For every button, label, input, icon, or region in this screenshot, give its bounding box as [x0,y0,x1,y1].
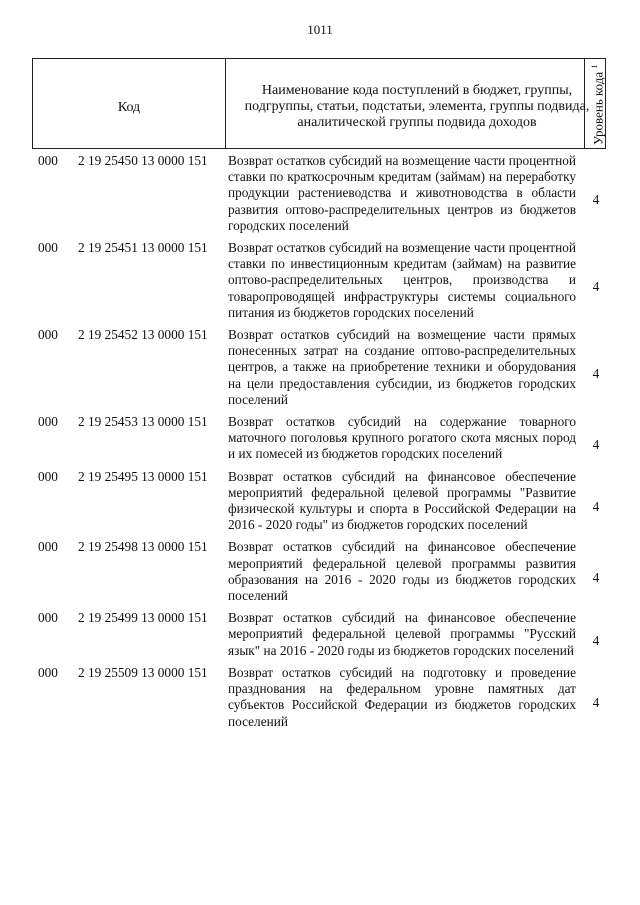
code-level: 4 [592,191,600,207]
income-code: 2 19 25451 13 0000 151 [78,240,208,256]
table-header [32,58,606,149]
income-description: Возврат остатков субсидий на возмещение части прямых понесенных затрат на создание оптово-распределительных центров, а также на приобретение техники и оборудования на цели предоставления субсидии, из бюджетов городских поселений [228,327,576,407]
code-level: 4 [592,695,600,711]
code-level: 4 [592,632,600,648]
code-level: 4 [592,278,600,294]
table-body [38,153,606,736]
income-description: Возврат остатков субсидий на финансовое обеспечение мероприятий федеральной целевой программы "Развитие физической культуры и спорта в Российской Федерации на 2016 - 2020 годы" из бюджетов городских поселений [228,468,576,533]
table-row [38,469,606,534]
income-description: Возврат остатков субсидий на возмещение части процентной ставки по краткосрочным кредитам (займам) на переработку продукции растениеводства и животноводства в области развития оптово-распределительных центров из бюджетов городских поселений [228,153,576,233]
income-code: 2 19 25452 13 0000 151 [78,327,208,343]
income-description: Возврат остатков субсидий на возмещение части процентной ставки по инвестиционным кредитам (займам) на развитие оптово-распределительных центров, производства и товаропроводящей инфраструктуры системы социального питания из бюджетов городских поселений [228,240,576,320]
header-level-label [586,63,604,145]
admin-code: 000 [38,468,58,484]
income-code: 2 19 25509 13 0000 151 [78,664,208,680]
income-code: 2 19 25453 13 0000 151 [78,414,208,430]
code-level: 4 [592,436,600,452]
income-description: Возврат остатков субсидий на содержание товарного маточного поголовья крупного рогатого скота мясных пород и их помесей из бюджетов городских поселений [228,414,576,462]
admin-code: 000 [38,327,58,343]
income-description: Возврат остатков субсидий на финансовое обеспечение мероприятий федеральной целевой программы развития образования на 2016 - 2020 годы из бюджетов городских поселений [228,539,576,604]
header-level-text: Уровень кода [590,71,606,145]
header-level-footnote: 1 [590,64,599,69]
income-description: Возврат остатков субсидий на подготовку и проведение празднования на федеральном уровне памятных дат субъектов Российской Федерации из бюджетов городских поселений [228,664,576,729]
table-row [38,414,606,463]
column-divider [225,59,226,148]
code-level: 4 [592,365,600,381]
table-row [38,240,606,321]
table-row [38,610,606,659]
table-row [38,665,606,730]
income-code: 2 19 25498 13 0000 151 [78,539,208,555]
income-code: 2 19 25450 13 0000 151 [78,153,208,168]
header-name-label: Наименование кода поступлений в бюджет, группы, подгруппы, статьи, подстатьи, элемента, группы подвида, аналитической группы подвида доходов [244,83,590,130]
admin-code: 000 [38,664,58,680]
income-code: 2 19 25499 13 0000 151 [78,610,208,626]
admin-code: 000 [38,414,58,430]
income-code: 2 19 25495 13 0000 151 [78,468,208,484]
admin-code: 000 [38,153,58,168]
admin-code: 000 [38,610,58,626]
admin-code: 000 [38,539,58,555]
code-level: 4 [592,499,600,515]
income-description: Возврат остатков субсидий на финансовое обеспечение мероприятий федеральной целевой программы "Русский язык" на 2016 - 2020 годы из бюджетов городских поселений [228,610,576,658]
code-level: 4 [592,569,600,585]
admin-code: 000 [38,240,58,256]
table-row [38,153,606,234]
page-number: 1011 [307,22,333,37]
table-row [38,327,606,408]
header-code-label: Код [117,100,141,115]
table-row [38,539,606,604]
